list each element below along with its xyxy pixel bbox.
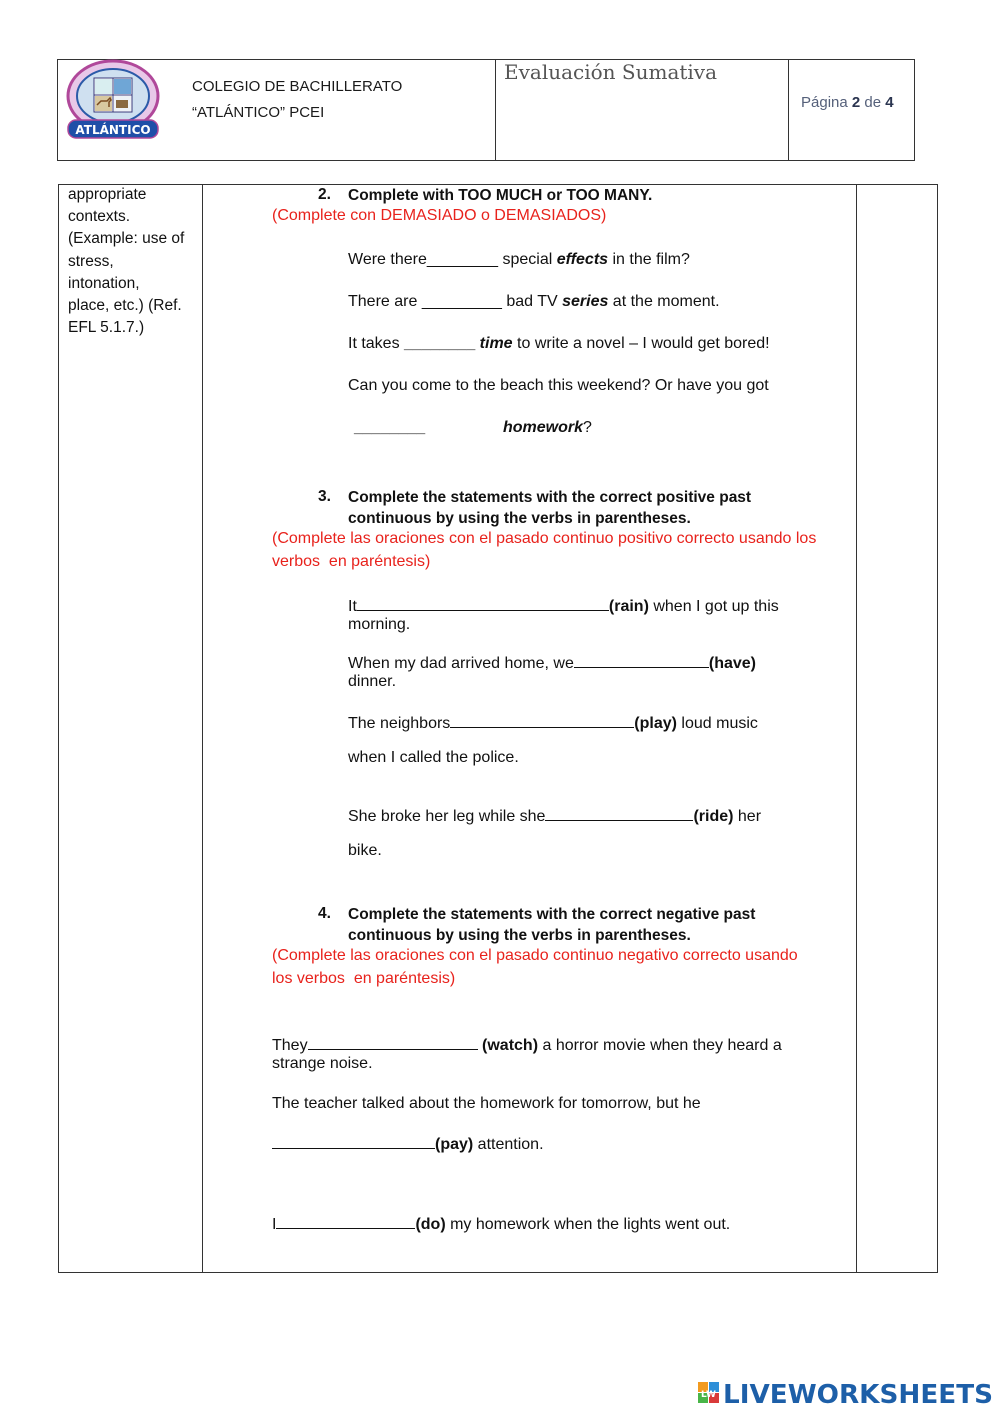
question-number: 4. [318, 905, 331, 922]
question-translation [272, 944, 798, 990]
page-total: 4 [885, 94, 894, 111]
question-translation [272, 527, 816, 573]
sentence [348, 712, 758, 734]
sentence-text: I [272, 1216, 277, 1233]
sentence-text: at the moment. [608, 293, 720, 310]
verb-hint: (play) [634, 715, 677, 732]
sentence [348, 595, 779, 617]
answer-blank[interactable] [574, 652, 709, 668]
sentence-text: bike. [348, 842, 382, 859]
sentence-text: to write a novel – I would get bored! [512, 335, 770, 352]
question-title-line: Complete the statements with the correct negative past [348, 906, 756, 923]
answer-blank[interactable] [354, 418, 425, 438]
verb-hint: (ride) [693, 808, 734, 825]
question-number: 3. [318, 488, 331, 505]
sentence [272, 1213, 730, 1235]
answer-blank[interactable]: _________ [421, 293, 502, 310]
sentence-text: It takes [348, 335, 405, 352]
verb-hint: (rain) [608, 598, 649, 615]
page-word: Página [801, 94, 848, 111]
translation-line: los verbos en paréntesis) [272, 970, 456, 987]
answer-blank[interactable] [318, 1133, 435, 1149]
criteria-text [68, 184, 198, 339]
sentence-text: in the film? [608, 251, 690, 268]
answer-blank-text: ________ [354, 419, 426, 436]
criteria-line: stress, [68, 252, 114, 270]
brand-name: LIVEWORKSHEETS [723, 1380, 993, 1410]
verb-hint: (do) [415, 1216, 446, 1233]
header-divider [495, 60, 496, 160]
sentence-text: attention. [473, 1136, 544, 1153]
sentence-text: It [348, 598, 357, 615]
sentence [272, 1034, 782, 1056]
school-logo [64, 58, 162, 144]
sentence-text: my homework when the lights went out. [445, 1216, 731, 1233]
sentence-text: special [498, 251, 557, 268]
translation-line: (Complete las oraciones con el pasado continuo negativo correcto usando [272, 947, 798, 964]
key-word: homework [503, 419, 584, 436]
sentence-text: strange noise. [272, 1055, 373, 1072]
sentence-text: morning. [348, 616, 411, 633]
criteria-line: intonation, [68, 274, 140, 292]
answer-blank[interactable]: ________ [426, 251, 499, 268]
sentence-text: a horror movie when they heard a [538, 1037, 782, 1054]
sentence [272, 1133, 544, 1155]
sentence-text: when I got up this [648, 598, 779, 615]
school-name [192, 74, 402, 126]
question-title [348, 487, 751, 529]
sentence [348, 292, 720, 312]
answer-blank[interactable] [450, 712, 634, 728]
header-divider [788, 60, 789, 160]
answer-blank[interactable]: ________ [404, 335, 476, 352]
sentence-text: Can you come to the beach this weekend? Or have you got [348, 377, 769, 394]
criteria-line: appropriate [68, 186, 147, 203]
question-title: Complete with TOO MUCH or TOO MANY. [348, 187, 653, 204]
sentence-text: her [733, 808, 762, 825]
question-number: 2. [318, 186, 331, 203]
sentence-text: There are [348, 293, 422, 310]
question-translation: (Complete con DEMASIADO o DEMASIADOS) [272, 207, 607, 224]
answer-blank[interactable] [308, 1034, 478, 1050]
answer-blank[interactable] [545, 805, 693, 821]
sentence-text: when I called the police. [348, 749, 519, 766]
question-title-line: continuous by using the verbs in parentheses. [348, 927, 691, 944]
sentence [348, 805, 761, 827]
sentence-text: They [272, 1037, 308, 1054]
sentence-text: The neighbors [348, 715, 451, 732]
criteria-line: EFL 5.1.7.) [68, 319, 145, 337]
sentence-text: When my dad arrived home, we [348, 655, 574, 672]
header-box [57, 59, 915, 161]
question-title-line: Complete the statements with the correct positive past [348, 489, 752, 506]
sentence-text: Were there [348, 251, 427, 268]
column-divider [856, 185, 857, 1272]
criteria-line: place, etc.) (Ref. [68, 297, 182, 315]
column-divider [202, 185, 203, 1272]
key-word: series [562, 293, 609, 310]
sentence [348, 652, 756, 674]
page-number [801, 94, 894, 111]
liveworksheets-logo[interactable] [697, 1376, 997, 1410]
criteria-line: contexts. [68, 208, 131, 226]
sentence-text: bad TV [501, 293, 563, 310]
sentence [503, 418, 592, 438]
sentence [348, 334, 770, 354]
page-of: de [864, 94, 882, 111]
sentence-text: She broke her leg while she [348, 808, 546, 825]
logo-text: ATLÁNTICO [75, 123, 151, 137]
translation-line: verbos en paréntesis) [272, 553, 431, 570]
criteria-line: (Example: use of [68, 230, 185, 248]
school-name-line: “ATLÁNTICO” PCEI [192, 104, 325, 121]
answer-blank[interactable] [276, 1213, 415, 1229]
verb-hint: (pay) [435, 1136, 474, 1153]
key-word: time [479, 335, 513, 352]
question-title [348, 904, 755, 946]
page-current: 2 [851, 94, 861, 111]
question-title-line: continuous by using the verbs in parentheses. [348, 510, 691, 527]
key-word: effects [556, 251, 609, 268]
sentence-text: The teacher talked about the homework for tomorrow, but he [272, 1095, 701, 1112]
school-name-line: COLEGIO DE BACHILLERATO [192, 78, 403, 95]
translation-line: (Complete las oraciones con el pasado continuo positivo correcto usando los [272, 530, 817, 547]
sentence-text: dinner. [348, 673, 397, 690]
sentence [348, 250, 690, 270]
answer-blank[interactable] [272, 1133, 318, 1149]
sentence-text: ? [583, 419, 592, 436]
answer-blank[interactable] [357, 595, 609, 611]
document-title: Evaluación Sumativa [504, 60, 718, 84]
verb-hint: (watch) [482, 1037, 539, 1054]
sentence-text: loud music [676, 715, 758, 732]
logo-icon-text: LW [701, 1390, 716, 1400]
verb-hint: (have) [708, 655, 756, 672]
